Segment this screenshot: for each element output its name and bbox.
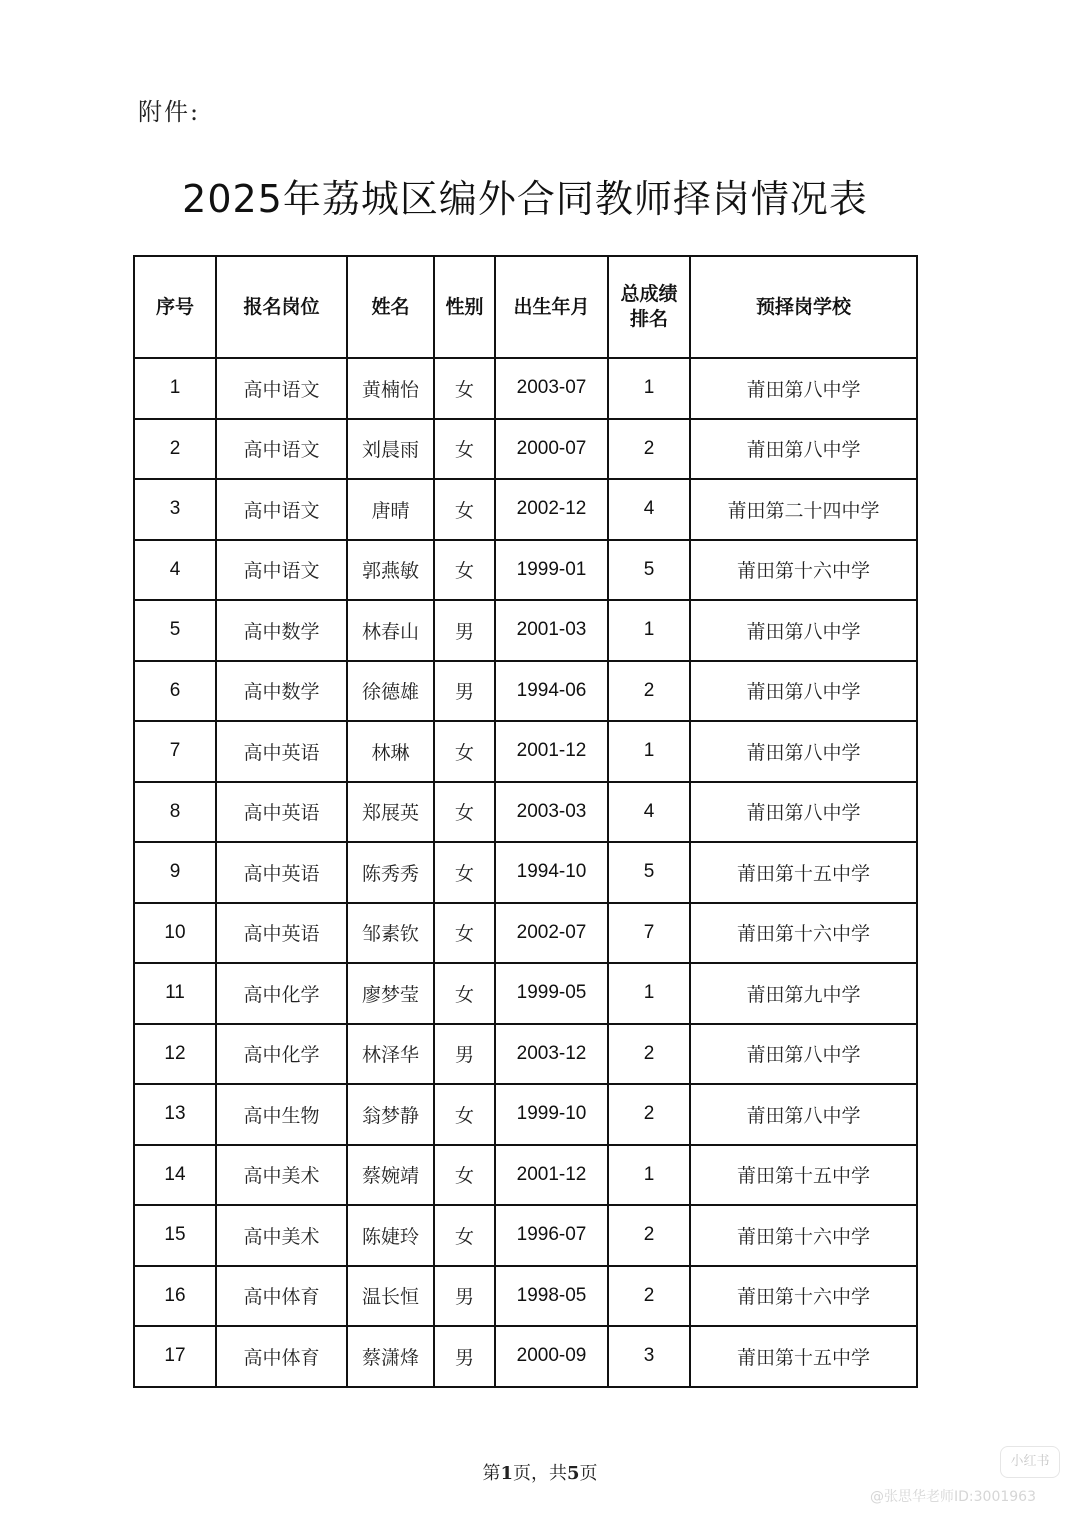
table-cell: 高中英语	[216, 782, 347, 843]
table-cell: 2	[608, 419, 690, 480]
table-cell: 林琳	[347, 721, 434, 782]
table-cell: 高中英语	[216, 721, 347, 782]
column-header: 总成绩 排名	[608, 256, 690, 358]
table-cell: 高中语文	[216, 479, 347, 540]
table-cell: 高中体育	[216, 1266, 347, 1327]
table-cell: 16	[134, 1266, 216, 1327]
table-cell: 1	[608, 358, 690, 419]
table-cell: 高中化学	[216, 963, 347, 1024]
table-row	[134, 358, 917, 419]
table-cell: 邹素钦	[347, 903, 434, 964]
table-cell: 莆田第二十四中学	[690, 479, 917, 540]
watermark-account: @张思华老师ID:3001963	[870, 1489, 1036, 1505]
table-cell: 莆田第八中学	[690, 721, 917, 782]
column-header: 报名岗位	[216, 256, 347, 358]
table-cell: 4	[134, 540, 216, 601]
table-cell: 1	[608, 721, 690, 782]
table-cell: 高中美术	[216, 1205, 347, 1266]
table-cell: 2001-12	[495, 1145, 608, 1206]
table-row	[134, 600, 917, 661]
table-cell: 1994-06	[495, 661, 608, 722]
table-cell: 林泽华	[347, 1024, 434, 1085]
document-title: 2025年荔城区编外合同教师择岗情况表	[182, 177, 868, 221]
table-body	[134, 358, 917, 1387]
table-cell: 1999-10	[495, 1084, 608, 1145]
table-row	[134, 1326, 917, 1387]
table-cell: 女	[434, 1205, 495, 1266]
column-header: 性别	[434, 256, 495, 358]
table-cell: 1	[608, 600, 690, 661]
table-cell: 郑展英	[347, 782, 434, 843]
table-cell: 2003-03	[495, 782, 608, 843]
table-cell: 莆田第八中学	[690, 419, 917, 480]
table-row	[134, 419, 917, 480]
table-cell: 高中生物	[216, 1084, 347, 1145]
table-cell: 黄楠怡	[347, 358, 434, 419]
table-row	[134, 661, 917, 722]
table-cell: 1994-10	[495, 842, 608, 903]
table-cell: 莆田第八中学	[690, 358, 917, 419]
table-cell: 莆田第八中学	[690, 1084, 917, 1145]
table-row	[134, 1205, 917, 1266]
table-cell: 莆田第八中学	[690, 1024, 917, 1085]
table-cell: 莆田第八中学	[690, 600, 917, 661]
table-row	[134, 1145, 917, 1206]
table-cell: 女	[434, 479, 495, 540]
table-cell: 女	[434, 419, 495, 480]
table-cell: 男	[434, 1326, 495, 1387]
table-cell: 1999-01	[495, 540, 608, 601]
table-cell: 林春山	[347, 600, 434, 661]
table-row	[134, 903, 917, 964]
table-cell: 高中体育	[216, 1326, 347, 1387]
table-cell: 刘晨雨	[347, 419, 434, 480]
table-cell: 男	[434, 1266, 495, 1327]
table-cell: 高中语文	[216, 419, 347, 480]
table-cell: 女	[434, 963, 495, 1024]
table-cell: 15	[134, 1205, 216, 1266]
table-cell: 高中语文	[216, 358, 347, 419]
table-cell: 唐晴	[347, 479, 434, 540]
table-cell: 高中数学	[216, 661, 347, 722]
table-cell: 1999-05	[495, 963, 608, 1024]
table-cell: 陈秀秀	[347, 842, 434, 903]
table-cell: 廖梦莹	[347, 963, 434, 1024]
table-cell: 蔡潇烽	[347, 1326, 434, 1387]
table-cell: 莆田第九中学	[690, 963, 917, 1024]
table-cell: 女	[434, 358, 495, 419]
page-footer	[0, 1459, 1080, 1485]
table-cell: 女	[434, 842, 495, 903]
table-cell: 2	[608, 661, 690, 722]
attachment-label: 附件:	[138, 98, 201, 126]
table-cell: 5	[608, 842, 690, 903]
table-cell: 2001-12	[495, 721, 608, 782]
table-row	[134, 1266, 917, 1327]
table-cell: 2	[608, 1024, 690, 1085]
table-cell: 男	[434, 1024, 495, 1085]
table-cell: 7	[608, 903, 690, 964]
table-cell: 高中化学	[216, 1024, 347, 1085]
table-cell: 陈婕玲	[347, 1205, 434, 1266]
table-row	[134, 540, 917, 601]
table-cell: 莆田第十六中学	[690, 1266, 917, 1327]
table-row	[134, 963, 917, 1024]
page-current: 1	[500, 1463, 513, 1484]
table-row	[134, 1024, 917, 1085]
table-cell: 14	[134, 1145, 216, 1206]
table-cell: 13	[134, 1084, 216, 1145]
table-cell: 女	[434, 903, 495, 964]
table-cell: 5	[134, 600, 216, 661]
table-cell: 高中英语	[216, 903, 347, 964]
table-cell: 2002-07	[495, 903, 608, 964]
table-cell: 5	[608, 540, 690, 601]
table-cell: 7	[134, 721, 216, 782]
column-header: 姓名	[347, 256, 434, 358]
table-cell: 男	[434, 600, 495, 661]
table-cell: 3	[134, 479, 216, 540]
table-cell: 莆田第八中学	[690, 661, 917, 722]
table-cell: 徐德雄	[347, 661, 434, 722]
page-prefix: 第	[482, 1463, 501, 1484]
table-row	[134, 1084, 917, 1145]
table-cell: 2000-09	[495, 1326, 608, 1387]
table-cell: 女	[434, 721, 495, 782]
table-cell: 2003-07	[495, 358, 608, 419]
table-cell: 莆田第十五中学	[690, 1326, 917, 1387]
table-cell: 2003-12	[495, 1024, 608, 1085]
table-cell: 1996-07	[495, 1205, 608, 1266]
table-cell: 4	[608, 479, 690, 540]
table-cell: 12	[134, 1024, 216, 1085]
table-cell: 莆田第十六中学	[690, 1205, 917, 1266]
table-cell: 女	[434, 782, 495, 843]
table-cell: 1998-05	[495, 1266, 608, 1327]
table-cell: 莆田第十六中学	[690, 903, 917, 964]
table-cell: 9	[134, 842, 216, 903]
table-cell: 1	[608, 963, 690, 1024]
header-row	[134, 256, 917, 358]
table-cell: 2000-07	[495, 419, 608, 480]
watermark-badge: 小红书	[1000, 1446, 1060, 1478]
assignment-table	[133, 255, 918, 1388]
table-row	[134, 782, 917, 843]
table-cell: 女	[434, 1145, 495, 1206]
table-cell: 2	[608, 1205, 690, 1266]
page-mid: 页，共	[513, 1463, 567, 1484]
table-cell: 高中英语	[216, 842, 347, 903]
table-cell: 2	[608, 1084, 690, 1145]
table-cell: 4	[608, 782, 690, 843]
table-cell: 莆田第八中学	[690, 782, 917, 843]
table-cell: 8	[134, 782, 216, 843]
table-cell: 17	[134, 1326, 216, 1387]
page-total: 5	[567, 1463, 580, 1484]
table-cell: 高中美术	[216, 1145, 347, 1206]
table-cell: 2	[608, 1266, 690, 1327]
column-header: 预择岗学校	[690, 256, 917, 358]
table-cell: 蔡婉靖	[347, 1145, 434, 1206]
table-cell: 男	[434, 661, 495, 722]
table-cell: 温长恒	[347, 1266, 434, 1327]
table-cell: 莆田第十六中学	[690, 540, 917, 601]
table-cell: 2002-12	[495, 479, 608, 540]
table-cell: 10	[134, 903, 216, 964]
table-cell: 2001-03	[495, 600, 608, 661]
table-cell: 2	[134, 419, 216, 480]
table-cell: 1	[608, 1145, 690, 1206]
column-header: 出生年月	[495, 256, 608, 358]
table-cell: 莆田第十五中学	[690, 842, 917, 903]
table-cell: 郭燕敏	[347, 540, 434, 601]
table-cell: 6	[134, 661, 216, 722]
table-cell: 女	[434, 1084, 495, 1145]
column-header: 序号	[134, 256, 216, 358]
table-cell: 女	[434, 540, 495, 601]
table-cell: 1	[134, 358, 216, 419]
table-cell: 莆田第十五中学	[690, 1145, 917, 1206]
table-cell: 高中数学	[216, 600, 347, 661]
table-cell: 11	[134, 963, 216, 1024]
table-cell: 翁梦静	[347, 1084, 434, 1145]
page-suffix: 页	[579, 1463, 598, 1484]
table-cell: 高中语文	[216, 540, 347, 601]
table-row	[134, 842, 917, 903]
table-row	[134, 721, 917, 782]
table-cell: 3	[608, 1326, 690, 1387]
table-row	[134, 479, 917, 540]
